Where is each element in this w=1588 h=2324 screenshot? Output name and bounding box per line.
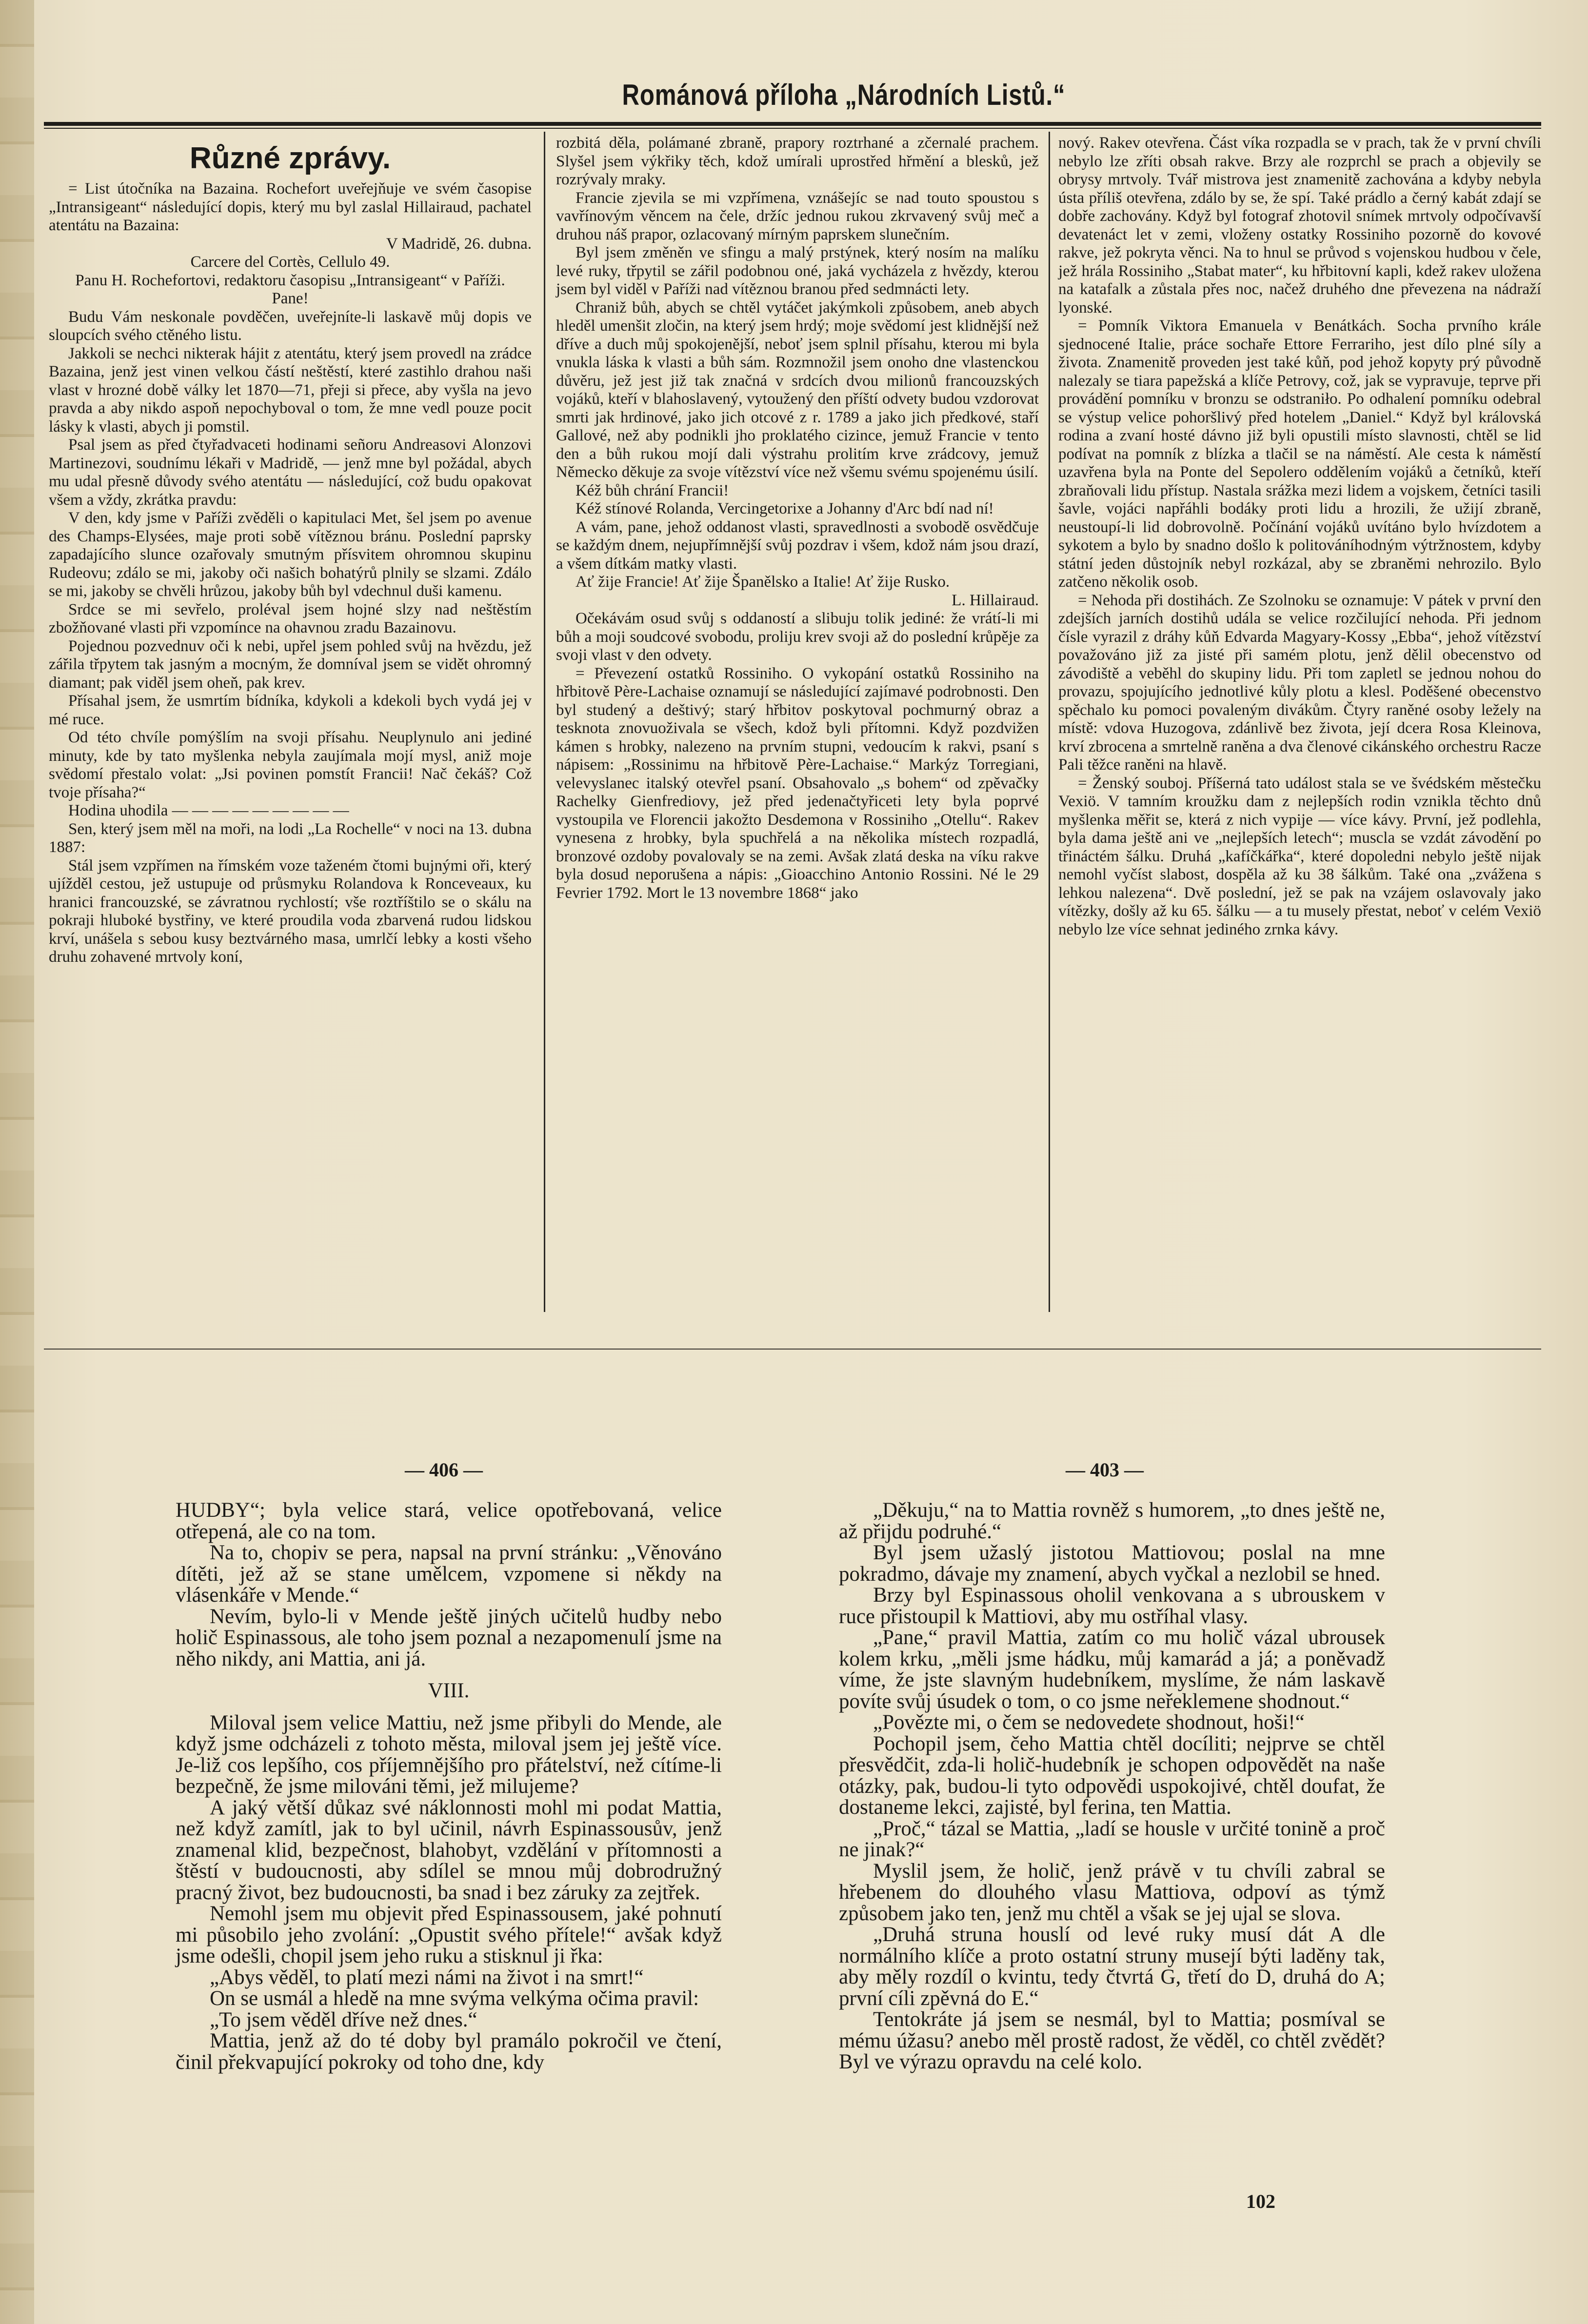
news-column-3	[1058, 134, 1541, 939]
news-paragraph: Pane!	[272, 290, 309, 307]
chapter-heading: VIII.	[428, 1679, 470, 1702]
news-paragraph: Carcere del Cortès, Cellulo 49.	[190, 253, 390, 271]
novel-paragraph: Na to, chopiv se pera, napsal na první stránku: „Věnováno dítěti, jež až se stane umělcem, vzpomene si někdy na vlásenkáře v Mende.“	[176, 1541, 722, 1607]
news-paragraph: Pojednou pozvednuv oči k nebi, upřel jsem pohled svůj na hvězdu, jež zářila třpytem tak jasným a mocným, že domníval jsem se vidět ohromný diamant; pak viděl jsem oheň, pak krev.	[49, 637, 532, 692]
news-paragraph: Očekávám osud svůj s oddaností a slibuju tolik jediné: že vrátí-li mi bůh a moji soudcové svobodu, proliju krev svoji až do poslední krůpěje za svoji vlast v den odvety.	[556, 610, 1039, 664]
news-paragraph: Stál jsem vzpřímen na římském voze taženém čtomi bujnými oři, který ujížděl cestou, jež ustupuje od průsmyku Rolandova k Ronceveaux, ku hranici francouzské, se závratnou rychlostí; vše roztříštilo se o skálu na pokraji hluboké bystřiny, ve které proudila voda zbarvená rudou lidskou krví, unášela s sebou kusy beztvárného masa, umrlčí lebky a kosti všeho druhu zohavené mrtvoly koní,	[49, 856, 532, 966]
novel-paragraph: Nevím, bylo-li v Mende ještě jiných učitelů hudby nebo holič Espinassous, ale toho jsem poznal a nezapomenulí jsme na něho nikdy, ani Mattia, ani já.	[176, 1605, 722, 1670]
page-number-right: — 403 —	[1066, 1459, 1144, 1481]
news-paragraph: = Převezení ostatků Rossiniho. O vykopání ostatků Rossiniho na hřbitově Père-Lachaise oznamují se následující zajímavé podrobnosti. Den byl studený a deštivý; starý hřbitov poskytoval pochmurný obraz a tesknota znovuoživala se všech, kdož byli přítomni. Když pozdvižen kámen s hrobky, nalezeno na prvním stupni, vedoucím k rakvi, psaní s nápisem: „Rossinimu na hřbitově Père-Lachaise.“ Markýz Torregiani, velevyslanec italský otevřel psaní. Obsahovalo „s bohem“ od zpěvačky Rachelky Gienfrediovy, jež před jedenačtyřiceti lety byla poprvé vystoupila ve Florencii jakožto Desdemona v Rossiniho „Otellu“. Rakev vynesena z hrobky, byla spuchřelá a na několika místech rozpadlá, bronzové ozdoby povalovaly se na zemi. Avšak zlatá deska na víku rakve byla dosud neporušena a nápis: „Gioacchino Antonio Rossini. Né le 29 Fevrier 1792. Mort le 13 novembre 1868“ jako	[556, 664, 1039, 902]
news-paragraph: = Pomník Viktora Emanuela v Benátkách. Socha prvního krále sjednocené Italie, práce sochaře Ettore Ferrariho, jest dílo plné síly a života. Znamenitě proveden jest také kůň, pod jehož kopyty prý původně nalezaly se tiara papežská a klíče Petrovy, což, jak se vypravuje, teprve při provádění pomníku v bronzu se odstraniło. Po odhalení pomníku odebral se výstup velice pohoršlivý před hotelem „Daniel.“ Když byl královská rodina a zvaní hosté dávno již byli opustili místo slavnosti, chtěl se lid podívat na pomník z blízka a tlačil se na náměstí. Ale cesta k náměstí uzavřena byla na Ponte del Sepolero oddělením vojáků a četníků, kteří zbraňovali lidu přístup. Nastala srážka mezi lidem a vojskem, četníci tasili šavle, vojáci napřáhli bodáky proti lidu a hrozili, že užijí zbraně, neustoupí-li lid dobrovolně. Počínání vojáků uvítáno bylo hvízdotem a sykotem a bylo by snadno došlo k politováníhodným výtržnostem, kdyby státní jeden důstojník nebyl rozkázal, aby se zbraněmi nehrozilo. Bylo zatčeno několik osob.	[1058, 317, 1541, 591]
novel-paragraph: HUDBY“; byla velice stará, velice opotřebovaná, velice otřepená, ale co na tom.	[176, 1499, 722, 1543]
news-paragraph: Psal jsem as před čtyřadvaceti hodinami señoru Andreasovi Alonzovi Martinezovi, soudnímu lékaři v Madridě, — jenž mne byl požádal, abych mu udal přesně důvody svého atentátu — následující, což budu opakovat všem a vždy, zkrátka pravdu:	[49, 436, 532, 509]
news-paragraph: Panu H. Rochefortovi, redaktoru časopisu „Intransigeant“ v Paříži.	[75, 271, 505, 289]
novel-paragraph: „Proč,“ tázal se Mattia, „ladí se housle v určité tonině a proč ne jinak?“	[839, 1817, 1385, 1861]
news-paragraph: = Nehoda při dostihách. Ze Szolnoku se oznamuje: V pátek v první den zdejších jarních dostihů udála se velice rozčilující nehoda. Při jednom čísle vyrazil z dráhy kůň Edvarda Magyary-Kossy „Ebba“, jehož vítězství považováno již za jisté při samém plotu, jenž dělil obecenstvo od závodiště a veběhl do skupiny lidu. Při tom zapletl se jednou nohou do provazu, spojujícího jednotlivé kůly plotu a klesl. Poděšené obecenstvo spěchalo ku pomoci povaleným divákům. Čtyry raněné osoby ležely na místě: vdova Huzogova, zdánlivě bez života, její dcera Rosa Kleinova, krví zbrocena a smrtelně raněna a dva členové cikánského orchestru Racze Pali těžce raněni na hlavě.	[1058, 591, 1541, 774]
news-paragraph: Od této chvíle pomýšlím na svoji přísahu. Neuplynulo ani jediné minuty, kde by tato myšlenka nebyla zaujímala mojí mysl, aniž moje svědomí přestalo volat: „Jsi povinen pomstít Francii! Nač čekáš? Což tvoje přísaha?“	[49, 729, 532, 801]
column-divider	[544, 132, 545, 1312]
novel-paragraph: Nemohl jsem mu objevit před Espinassousem, jaké pohnutí mi působilo jeho zvolání: „Opustit svého přítele!“ avšak když jsme odešli, chopil jsem jeho ruku a stisknul ji řka:	[176, 1902, 722, 1967]
news-paragraph: Sen, který jsem měl na moři, na lodi „La Rochelle“ v noci na 13. dubna 1887:	[49, 820, 532, 856]
novel-paragraph: „Pane,“ pravil Mattia, zatím co mu holič vázal ubrousek kolem krku, „měli jsme hádku, můj kamarád a já; a poněvadž víme, že jste slavným hudebníkem, myslíme, že nám laskavě povíte svůj úsudek o tom, o co jsme neřeklemene shodnout.“	[839, 1626, 1385, 1713]
page-number-left: — 406 —	[405, 1459, 483, 1481]
news-paragraph: L. Hillairaud.	[952, 591, 1039, 609]
news-paragraph: Byl jsem změněn ve sfingu a malý prstýnek, který nosím na malíku levé ruky, třpytil se zářil podobnou oné, jaká vycházela z hvězdy, kterou jsem byl viděl v Paříži nad vítěznou branou před sedmnácti lety.	[556, 244, 1039, 298]
novel-paragraph: Tentokráte já jsem se nesmál, byl to Mattia; posmíval se mému úžasu? anebo měl prostě radost, že věděl, co chtěl zvědět? Byl ve výrazu opravdu na celé kolo.	[839, 2008, 1385, 2073]
novel-paragraph: „To jsem věděl dříve než dnes.“	[210, 2008, 477, 2031]
news-paragraph: Francie zjevila se mi vzpřímena, vznášejíc se nad touto spoustou s vavřínovým věncem na čele, držíc jednou rukou zkrvavený svůj meč a druhou náš prapor, ozlacovaný mírným paprskem slunečním.	[556, 189, 1039, 243]
news-paragraph: V Madridě, 26. dubna.	[386, 235, 532, 253]
novel-paragraph: „Povězte mi, o čem se nedovedete shodnout, hoši!“	[873, 1711, 1305, 1734]
news-paragraph: Kéž bůh chrání Francii!	[576, 481, 729, 499]
news-paragraph: Budu Vám neskonale povděčen, uveřejníte-li laskavě můj dopis ve sloupcích svého ctěného listu.	[49, 308, 532, 344]
header-rule-thin	[44, 128, 1541, 129]
news-paragraph: = Ženský souboj. Příšerná tato událost stala se ve švédském městečku Vexiö. V tamním kroužku dam z nejlepších rodin vznikla těchto dnů myšlenka měřit se, která z nich vypije — více kávy. První, jež podlehla, byla dama ještě ani ve „nejlepších letech“; muscla se vzdát závodění po třináctém šálku. Druhá „kafíčkářka“, které dopoledni nebylo ještě nijak nemohl vyčíst slabost, dospěla až ku 38 šálkům. Také ona „zvážena s lehkou nalezena“. Dvě poslední, jež se pak na vzájem oslavovaly jako vítězky, došly až ku 65. šálku — a tu musely přestat, neboť v celém Vexiö nebylo lze více sehnat jediného zrnka kávy.	[1058, 774, 1541, 938]
news-paragraph: Chraniž bůh, abych se chtěl vytáčet jakýmkoli způsobem, aneb abych hleděl umenšit zločin, na který jsem hrdý; moje svědomí jest klidnější než dříve a duch můj spokojenější, neboť jsem splnil přísahu, kterou mi byla vnukla láska k vlasti a bůh sám. Rozmnožil jsem onoho dne vlastenckou důvěru, jež jest již tak značná v srdcích dvou milionů francouzských vojáků, kteří v blahoslavený, vytoužený den příští odvety budou vzdorovat smrti jak hrdinové, jako jich otcové z r. 1789 a jako jich předkové, staří Gallové, než aby podnikli jho proklatého cizince, jemuž Francie v tento den a bůh rukou mojí dali výstrahu prolitím krve zrádcovy, jemuž Německo děkuje za svoje vítězství více než všemu svému spojenému úsilí.	[556, 298, 1039, 481]
news-paragraph: Jakkoli se nechci nikterak hájit z atentátu, který jsem provedl na zrádce Bazaina, jenž jest vinen velkou částí neštěstí, které zastihlo drahou naši vlast v hrozné době války let 1870—71, přeji si přece, aby vyšla na jevo pravda a aby nikdo aspoň nepochyboval o tom, že mne vedl pouze pocit lásky k vlasti, abych ji pomstil.	[49, 344, 532, 436]
news-paragraph: Kéž stínové Rolanda, Vercingetorixe a Johanny d'Arc bdí nad ní!	[576, 500, 994, 517]
novel-column-left	[176, 1500, 722, 2073]
news-paragraph: V den, kdy jsme v Paříži zvěděli o kapitulaci Met, šel jsem po avenue des Champs-Elysées, maje proti sobě vítěznou bránu. Poslední paprsky zapadajícího slunce ozařovaly smutným přísvitem ohromnou skupinu Rudeovu; zdálo se mi, jakoby oči našich bohatýrů plnily se slzami. Zdálo se mi, jakoby se chvěli hrůzou, jakoby bůh byl vdechnul duši kamenu.	[49, 509, 532, 600]
novel-paragraph: A jaký větší důkaz své náklonnosti mohl mi podat Mattia, než když zamítl, jak to byl učinil, návrh Espinassousův, jenž znamenal klid, bezpečnost, blahobyt, vzdělání v přítomnosti a štěstí v budoucnosti, aby sdílel se mnou můj dobrodružný pracný život, bez budoucnosti, ba snad i bez záruky za zejtřek.	[176, 1796, 722, 1904]
news-paragraph: = List útočníka na Bazaina. Rochefort uveřejňuje ve svém časopise „Intransigeant“ následující dopis, který mu byl zaslal Hillairaud, pachatel atentátu na Bazaina:	[49, 180, 532, 234]
novel-column-right	[839, 1500, 1385, 2073]
novel-paragraph: Byl jsem užaslý jistotou Mattiovou; poslal na mne pokradmo, dávaje my znamení, abych vyčkal a nezlobil se hned.	[839, 1541, 1385, 1586]
novel-paragraph: Brzy byl Espinassous oholil venkovana a s ubrouskem v ruce přistoupil k Mattiovi, aby mu ostříhal vlasy.	[839, 1584, 1385, 1628]
news-paragraph: Přísahal jsem, že usmrtím bídníka, kdykoli a kdekoli bych vydá jej v mé ruce.	[49, 692, 532, 728]
novel-paragraph: On se usmál a hledě na mne svýma velkýma očima pravil:	[210, 1987, 699, 2010]
page-header: Románová příloha „Národních Listů.“	[622, 79, 1066, 111]
news-paragraph: A vám, pane, jehož oddanost vlasti, spravedlnosti a svobodě osvědčuje se každým dnem, nejupřímnější svůj pozdrav i všem, kdož nám jsou drazí, a všem dítkám matky vlasti.	[556, 518, 1039, 573]
novel-paragraph: Miloval jsem velice Mattiu, než jsme přibyli do Mende, ale když jsme odcházeli z tohoto města, miloval jsem jej ještě více. Je-liž cos lepšího, cos příjemnějšího pro přátelství, než cítíme-li bezpečně, že jsme milováni těmi, jež milujeme?	[176, 1711, 722, 1798]
novel-paragraph: Pochopil jsem, čeho Mattia chtěl docíliti; nejprve se chtěl přesvědčit, zda-li holič-hudebník je schopen odpovědět na naše otázky, pak, budou-li tyto odpovědi uspokojivé, chtěl doufat, že dostaneme lekci, zajisté, byl ferina, ten Mattia.	[839, 1732, 1385, 1819]
news-paragraph: Srdce se mi sevřelo, proléval jsem hojné slzy nad neštěstím zbožňované vlasti při vzpomínce na ohavnou zradu Bazainovu.	[49, 600, 532, 636]
news-paragraph: nový. Rakev otevřena. Část víka rozpadla se v prach, tak že v první chvíli nebylo lze zříti obsah rakve. Brzy ale rozprchl se prach a objevily se obrysy mrtvoly. Tvář mistrova jest znamenitě zachována a kdyby nebyla ústa příliš otevřena, zdálo by se, že spí. Také prádlo a černý kabát zdají se dobře zachovány. Když byl fotograf zhotovil snímek mrtvoly odpočívavší devatenáct let v zemi, vloženy ostatky Rossiniho pozorně do kovové rakve, jež pokryta věnci. Na to hnul se průvod s vojenskou hudbou v čele, jež hrála Rossiniho „Stabat mater“, ku hřbitovní kapli, kdež rakev uložena na katafalk a zůstala přes noc, načež druhého dne převezena na nádraží lyonské.	[1058, 134, 1541, 317]
section-rule	[44, 1349, 1541, 1350]
news-paragraph: Ať žije Francie! Ať žije Španělsko a Italie! Ať žije Rusko.	[576, 573, 950, 591]
novel-paragraph: „Děkuju,“ na to Mattia rovněž s humorem, „to dnes ještě ne, až přijdu podruhé.“	[839, 1499, 1385, 1543]
novel-paragraph: Myslil jsem, že holič, jenž právě v tu chvíli zabral se hřebenem do dlouhého vlasu Mattiova, odpoví as týmž způsobem jako ten, jenž mu chtěl a však se jej ujal se slova.	[839, 1859, 1385, 1925]
news-paragraph: rozbitá děla, polámané zbraně, prapory roztrhané a zčernalé prachem. Slyšel jsem výkřiky těch, kdož umírali uprostřed hřmění a blesků, jež rozrývaly mraky.	[556, 134, 1039, 188]
novel-paragraph: „Druhá struna houslí od levé ruky musí dát A dle normálního klíče a proto ostatní struny musejí býti laděny tak, aby měly rozdíl o kvintu, tedy čtvrtá G, třetí do D, druhá do A; první cíli zpěvná do E.“	[839, 1923, 1385, 2010]
novel-paragraph: Mattia, jenž až do té doby byl pramálo pokročil ve čtení, činil překvapující pokroky od toho dne, kdy	[176, 2029, 722, 2074]
folio-number: 102	[1246, 2190, 1275, 2212]
novel-paragraph: „Abys věděl, to platí mezi námi na život i na smrt!“	[210, 1966, 644, 1989]
header-rule	[44, 122, 1541, 126]
news-heading: Různé zprávy.	[189, 141, 391, 175]
binding-edge	[0, 0, 34, 2324]
news-paragraph: Hodina uhodila — — — — — — — — —	[68, 802, 349, 819]
news-column-1	[49, 134, 532, 967]
news-column-2	[556, 134, 1039, 902]
column-divider	[1049, 132, 1050, 1312]
